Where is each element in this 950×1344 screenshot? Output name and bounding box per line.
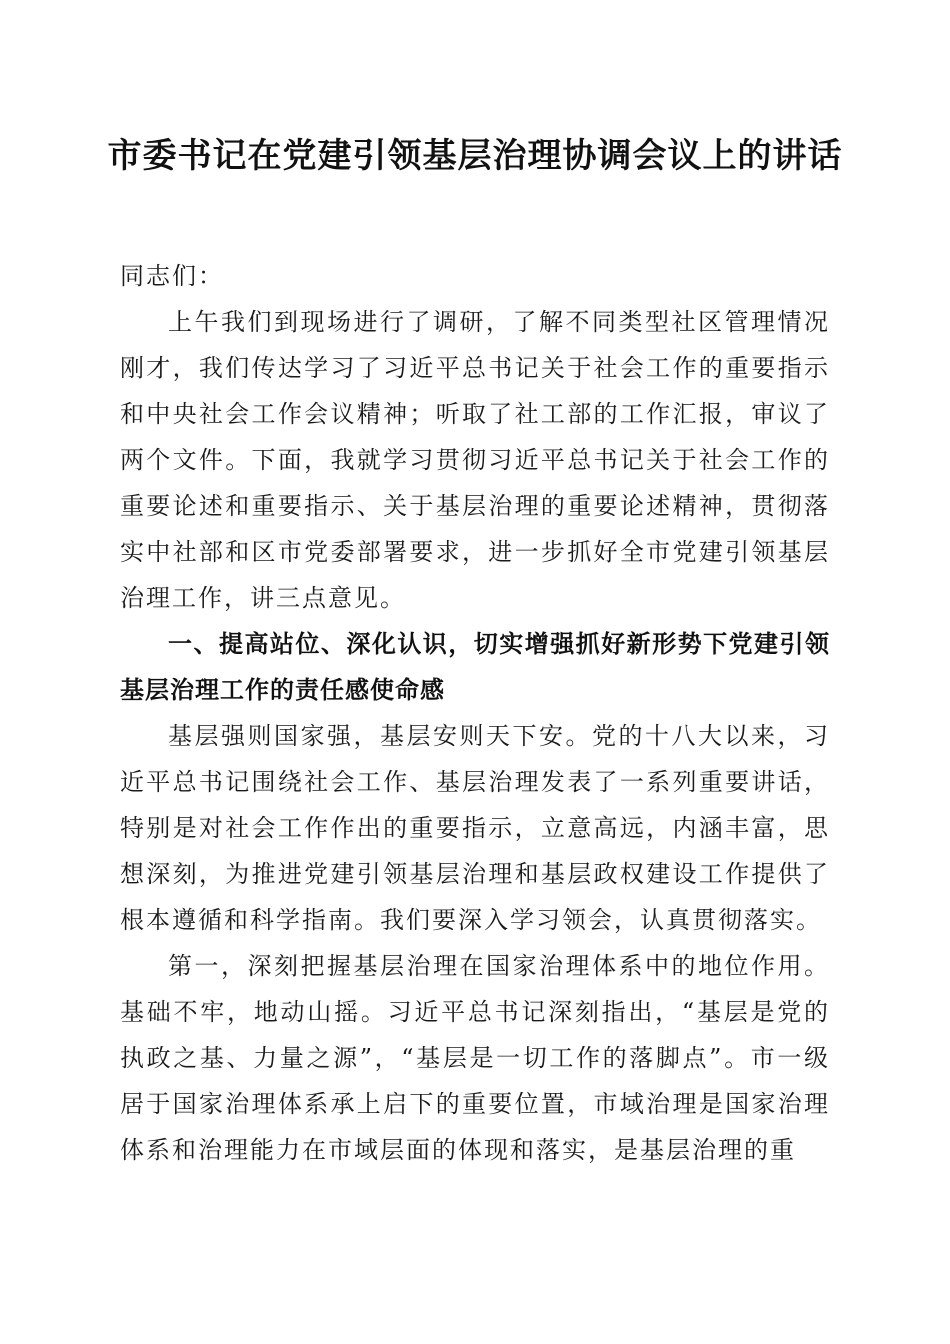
document-body [120,253,830,1173]
section-1-heading: 一、提高站位、深化认识，切实增强抓好新形势下党建引领基层治理工作的责任感使命感 [120,630,830,704]
salutation: 同志们： [120,262,224,290]
intro-paragraph: 上午我们到现场进行了调研，了解不同类型社区管理情况刚才，我们传达学习了习近平总书记关于社会工作的重要指示和中央社会工作会议精神；听取了社工部的工作汇报，审议了两个文件。下面，我就学习贯彻习近平总书记关于社会工作的重要论述和重要指示、关于基层治理的重要论述精神，贯彻落实中社部和区市党委部署要求，进一步抓好全市党建引领基层治理工作，讲三点意见。 [120,308,830,612]
section-1-paragraph: 基层强则国家强，基层安则天下安。党的十八大以来，习近平总书记围绕社会工作、基层治理发表了一系列重要讲话，特别是对社会工作作出的重要指示，立意高远，内涵丰富，思想深刻，为推进党建引领基层治理和基层政权建设工作提供了根本遵循和科学指南。我们要深入学习领会，认真贯彻落实。 [120,722,830,934]
point-1-paragraph: 第一，深刻把握基层治理在国家治理体系中的地位作用。基础不牢，地动山摇。习近平总书记深刻指出，“基层是党的执政之基、力量之源”，“基层是一切工作的落脚点”。市一级居于国家治理体系承上启下的重要位置，市域治理是国家治理体系和治理能力在市域层面的体现和落实，是基层治理的重 [120,952,830,1164]
document-title: 市委书记在党建引领基层治理协调会议上的讲话 [107,136,843,176]
